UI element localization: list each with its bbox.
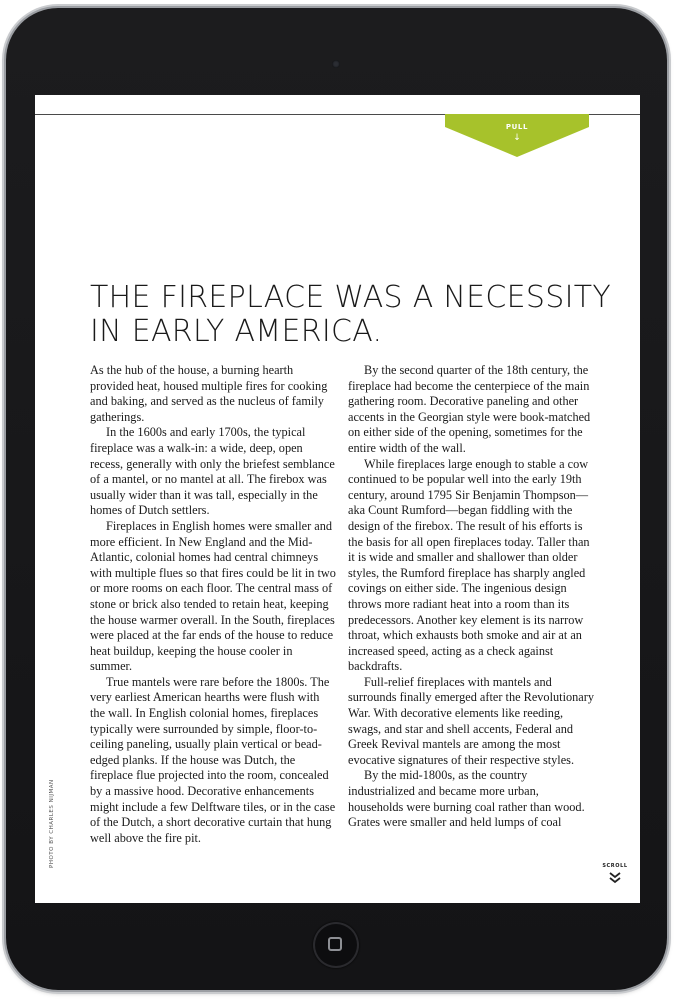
double-chevron-down-icon [608,871,622,885]
home-square-icon [328,937,342,951]
scroll-label: SCROLL [602,863,628,869]
article-column-left [90,363,336,846]
scroll-indicator[interactable] [601,863,629,893]
arrow-down-icon: ↓ [513,133,521,143]
article-column-right [348,363,594,831]
paragraph: As the hub of the house, a burning hearth provided heat, housed multiple fires for cooking and baking, and served as the nucleus of family gatherings. [90,363,328,424]
paragraph: By the second quarter of the 18th century, the fireplace had become the centerpiece of the main gathering room. Decorative paneling and other accents in the Georgian style were book-matched on either side of the opening, sometimes for the entire width of the wall. [348,363,591,455]
paragraph: In the 1600s and early 1700s, the typical fireplace was a walk-in: a wide, deep, open recess, generally with only the briefest semblance of a mantel, or no mantel at all. The firebox was usually wider than it was tall, especially in the homes of Dutch settlers. [90,425,335,518]
paragraph: By the mid-1800s, as the country industrialized and became more urban, households were burning coal rather than wood. Grates were smaller and held lumps of coal [348,768,585,830]
article-screen[interactable] [35,95,640,903]
paragraph: While fireplaces large enough to stable a cow continued to be popular well into the early 19th century, around 1795 Sir Benjamin Thompson—aka Count Rumford—began fiddling with the design of the firebox. The result of his efforts is the basis for all open fireplaces today. Taller than it is wide and smaller and shallower than older styles, the Rumford fireplace has sharply angled covings on either side. The ingenious design throws more radiant heat into a room than its predecessors. Another key element is its narrow throat, which exhausts both smoke and air at an increased speed, acting as a check against backdrafts. [348,456,590,674]
photo-credit: PHOTO BY CHARLES NIJMAN [49,779,55,868]
pull-tab-label: PULL [505,123,529,131]
front-camera [332,60,340,68]
tablet-frame [6,8,667,990]
pull-tab-button[interactable] [445,109,589,159]
paragraph: Full-relief fireplaces with mantels and surrounds finally emerged after the Revolutionary War. With decorative elements like reeding, swags, and star and shell accents, Federal and Greek Revival mantels are among the most evocative signatures of their respective styles. [348,674,594,767]
paragraph: True mantels were rare before the 1800s. The very earliest American hearths were flush with the wall. In English colonial homes, fireplaces typically were surrounded by simple, floor-to-ceiling paneling, usually plain vertical or bead-edged planks. If the house was Dutch, the fireplace flue projected into the room, concealed by a massive hood. Decorative enhancements might include a few Delftware tiles, or in the case of the Dutch, a short decorative curtain that hung well above the fire pit. [90,674,336,845]
article-headline: THE FIREPLACE WAS A NECESSITY IN EARLY AMERICA. [90,280,611,349]
paragraph: Fireplaces in English homes were smaller and more efficient. In New England and the Mid-Atlantic, colonial homes had central chimneys with multiple flues so that fires could be lit in two or more rooms on each floor. The central mass of stone or brick also tended to retain heat, keeping the house warmer overall. In the South, fireplaces were placed at the far ends of the house to reduce heat buildup, keeping the house cooler in summer. [90,518,336,674]
home-button[interactable] [313,922,359,968]
